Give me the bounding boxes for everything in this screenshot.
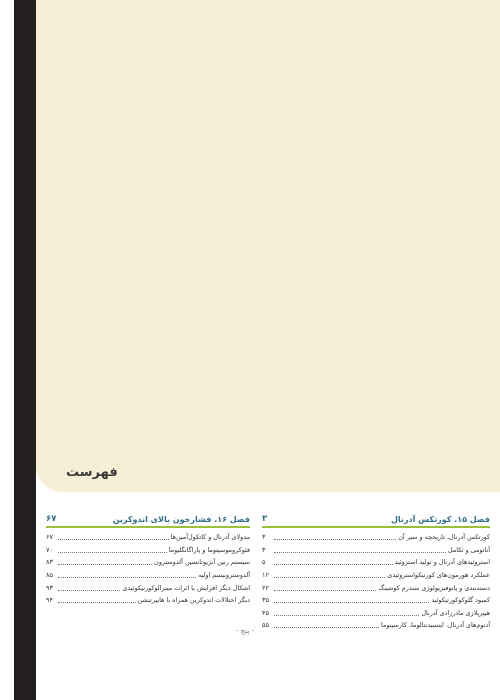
toc-entry-title: دیگر اختلالات اندوکرین همراه با هایپرتنشن [137, 596, 250, 605]
toc-entry-title: استروئیدهای آدرنال و تولید استروئید [394, 558, 490, 567]
dot-leader [274, 572, 385, 578]
toc-entry-title: عملکرد هورمون‌های کورتیکواستروئیدی [387, 571, 490, 580]
toc-entry-page: ۸۳ [46, 558, 53, 567]
toc-entry-page: ۵ [262, 558, 266, 567]
chapter-title: فصل ۱۵. کورتکس آدرنال [390, 515, 490, 524]
toc-entry-page: ۸۵ [46, 571, 53, 580]
toc-entry-page: ۱۲ [262, 571, 269, 580]
dot-leader [58, 572, 196, 578]
toc-entry[interactable] [262, 544, 490, 557]
chapter-16-column [46, 514, 250, 607]
dot-leader [274, 547, 446, 553]
chapter-page-number: ۳ [262, 514, 268, 524]
dot-leader [58, 559, 152, 565]
chapter-page-number: ۶۷ [46, 514, 57, 524]
toc-entry-title: سیستم رنین آنژیوتانسین آلدوسترون [154, 558, 250, 567]
toc-entry-page: ۲۲ [262, 583, 269, 592]
toc-entry-page: ۶۷ [46, 533, 53, 542]
dot-leader [274, 622, 379, 628]
toc-entry[interactable] [46, 556, 250, 569]
chapter-15-column [262, 514, 490, 632]
toc-entry-page: ۳ [262, 545, 266, 554]
toc-entry[interactable] [46, 544, 250, 557]
toc-entry-page: ۷۰ [46, 545, 53, 554]
toc-heading: فهرست [66, 465, 118, 480]
dot-leader [58, 585, 120, 591]
toc-entry-page: ۹۳ [46, 583, 53, 592]
toc-entry-title: کمبود گلوکوکورتیکوئید [431, 596, 490, 605]
toc-entry[interactable] [262, 594, 490, 607]
toc-entry-page: ۹۴ [46, 596, 53, 605]
dot-leader [58, 597, 136, 603]
toc-entry-title: آلدوسترونیسم اولیه [198, 571, 250, 580]
toc-entry[interactable] [46, 581, 250, 594]
toc-entry[interactable] [46, 531, 250, 544]
toc-entry-title: مدولای آدرنال و کاتکول‌آمین‌ها [170, 533, 250, 542]
dot-leader [274, 559, 393, 565]
chapter-header[interactable] [262, 514, 490, 528]
toc-entry[interactable] [262, 581, 490, 594]
dot-leader [58, 547, 167, 553]
dot-leader [274, 597, 429, 603]
toc-entry-title: کورتکس آدرنال، تاریخچه و سیر آن [398, 533, 490, 542]
toc-entry-page: ۴۵ [262, 608, 269, 617]
toc-entry[interactable] [262, 569, 490, 582]
toc-entry[interactable] [262, 556, 490, 569]
toc-entry-title: اشکال دیگر افزایش یا اثرات مینرالوکورتیکوئیدی [122, 583, 250, 592]
dot-leader [274, 610, 419, 616]
toc-entry[interactable] [46, 569, 250, 582]
dot-leader [58, 534, 169, 540]
toc-entry-page: ۵۵ [262, 621, 269, 630]
chapter-title: فصل ۱۶. فشارخون بالای اندوکرین [112, 515, 250, 524]
toc-entry-page: ۳۵ [262, 596, 269, 605]
page-margin [0, 0, 14, 700]
toc-entry[interactable] [262, 607, 490, 620]
toc-entry[interactable] [262, 619, 490, 632]
page-footer: - پنج - [236, 627, 255, 635]
toc-entry-title: آدنوم‌های آدرنال، اینسیدنتالوما، کارسینوما [381, 621, 490, 630]
toc-entry[interactable] [46, 594, 250, 607]
book-spine-band [14, 0, 36, 700]
cover-panel [36, 0, 500, 492]
dot-leader [274, 534, 396, 540]
toc-entry[interactable] [262, 531, 490, 544]
toc-entry-page: ۳ [262, 533, 266, 542]
toc-entry-title: دسته‌بندی و پاتوفیزیولوژی سندرم کوشینگ [378, 583, 490, 592]
toc-entry-title: آناتومی و تکامل [448, 545, 490, 554]
toc-entry-title: هیپرپلازی مادرزادی آدرنال [421, 608, 490, 617]
toc-entry-title: فئوکروموسیتوما و پاراگانگلیوما [168, 545, 250, 554]
dot-leader [274, 585, 376, 591]
chapter-header[interactable] [46, 514, 250, 528]
